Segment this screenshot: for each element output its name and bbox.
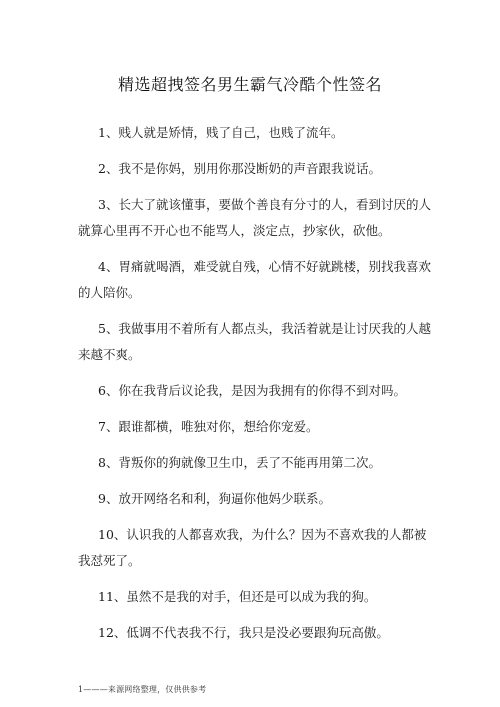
list-item: 1、贱人就是矫情，贱了自己，也贱了流年。	[98, 125, 344, 140]
list-item: 4、胃痛就喝酒，难受就自残，心情不好就跳楼，别找我喜欢的人陪你。	[78, 259, 431, 300]
list-item: 5、我做事用不着所有人都点头，我活着就是让讨厌我的人越来越不爽。	[78, 321, 431, 362]
list-item: 2、我不是你妈，别用你那没断奶的声音跟我说话。	[98, 161, 381, 176]
list-item: 8、背叛你的狗就像卫生巾，丢了不能再用第二次。	[98, 455, 381, 470]
list-item: 10、认识我的人都喜欢我，为什么？因为不喜欢我的人都被我怼死了。	[78, 527, 427, 568]
list-item: 7、跟谁都横，唯独对你，想给你宠爱。	[98, 419, 319, 434]
page-footer: 1———来源网络整理，仅供供参考	[78, 685, 207, 694]
page-title: 精选超拽签名男生霸气冷酷个性签名	[117, 75, 382, 94]
list-item: 3、长大了就该懂事，要做个善良有分寸的人，看到讨厌的人就算心里再不开心也不能骂人，淡定点，抄家伙，砍他。	[78, 197, 431, 238]
signature-list	[78, 120, 438, 656]
list-item: 12、低调不代表我不行，我只是没必要跟狗玩高傲。	[98, 625, 389, 640]
list-item: 9、放开网络名和利，狗逼你他妈少联系。	[98, 491, 331, 506]
list-item: 11、虽然不是我的对手，但还是可以成为我的狗。	[98, 589, 377, 604]
list-item: 6、你在我背后议论我，是因为我拥有的你得不到对吗。	[98, 383, 406, 398]
